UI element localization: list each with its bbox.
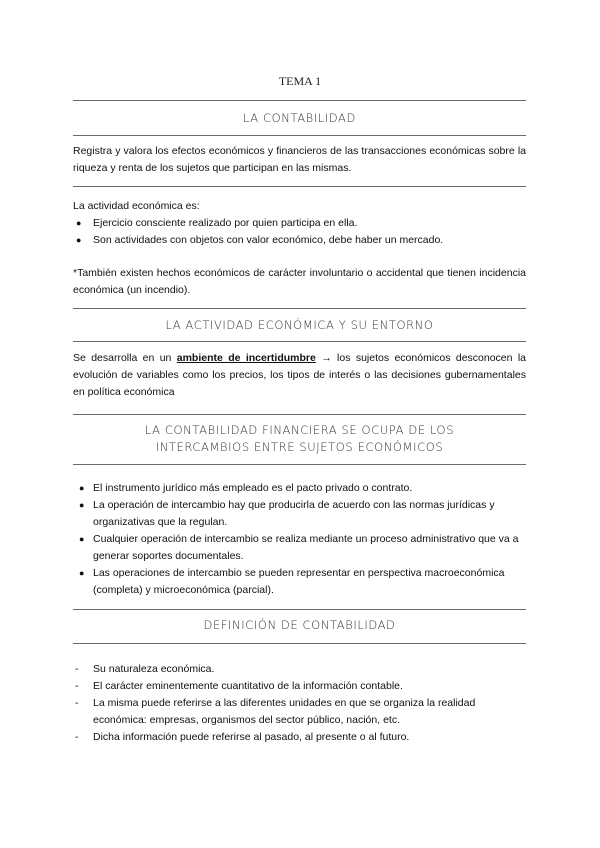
section-heading-contabilidad-financiera: LA CONTABILIDAD FINANCIERA SE OCUPA DE LOS INTERCAMBIOS ENTRE SUJETOS ECONÓMICOS bbox=[144, 423, 455, 454]
section-heading-contabilidad: LA CONTABILIDAD bbox=[243, 111, 356, 125]
bullet-icon: ● bbox=[76, 218, 82, 228]
note-paragraph: *También existen hechos económicos de carácter involuntario o accidental que tienen incidencia económica (un incendio). bbox=[73, 267, 526, 296]
list-intro: La actividad económica es: bbox=[73, 200, 200, 212]
divider bbox=[73, 341, 526, 342]
bullet-icon: ● bbox=[76, 235, 82, 245]
list-item: ● Las operaciones de intercambio se pueden representar en perspectiva macroeconómica (completa) y microeconómica (parcial). bbox=[79, 567, 505, 596]
definition-paragraph: Registra y valora los efectos económicos y financieros de las transacciones económicas sobre la riqueza y renta de los sujetos que participan en las mismas. bbox=[73, 145, 526, 174]
list-item: ● Ejercicio consciente realizado por quien participa en ella. bbox=[73, 215, 526, 232]
divider bbox=[73, 609, 526, 610]
list-item: ● La operación de intercambio hay que producirla de acuerdo con las normas jurídicas y organizativas que la regulan. bbox=[79, 499, 495, 528]
activity-bullet-list bbox=[73, 215, 526, 249]
list-item: - El carácter eminentemente cuantitativo de la información contable. bbox=[73, 678, 526, 695]
section-heading-definicion: DEFINICIÓN DE CONTABILIDAD bbox=[203, 618, 396, 632]
section-heading-actividad-economica: LA ACTIVIDAD ECONÓMICA Y SU ENTORNO bbox=[165, 318, 434, 332]
divider bbox=[73, 464, 526, 465]
list-item: - Su naturaleza económica. bbox=[73, 661, 526, 678]
dash-icon: - bbox=[75, 731, 79, 743]
divider bbox=[73, 186, 526, 187]
list-item: ● Cualquier operación de intercambio se realiza mediante un proceso administrativo que va a generar soportes documentales. bbox=[79, 533, 519, 562]
incertidumbre-paragraph: Se desarrolla en un ambiente de incertidumbre → los sujetos económicos desconocen la evolución de variables como los precios, los tipos de interés o las decisiones gubernamentales en política económica bbox=[73, 352, 527, 398]
dash-icon: - bbox=[75, 680, 79, 692]
page-title: TEMA 1 bbox=[278, 74, 322, 88]
dash-icon: - bbox=[75, 663, 79, 675]
divider bbox=[73, 135, 526, 136]
bullet-icon: ● bbox=[79, 534, 85, 544]
bullet-icon: ● bbox=[79, 568, 85, 578]
dash-icon: - bbox=[75, 697, 79, 709]
divider bbox=[73, 308, 526, 309]
list-item: ● El instrumento jurídico más empleado es el pacto privado o contrato. bbox=[73, 480, 526, 497]
bullet-icon: ● bbox=[79, 500, 85, 510]
arrow-icon: → bbox=[321, 352, 332, 364]
intercambios-bullet-list bbox=[73, 480, 526, 599]
emphasis-term: ambiente de incertidumbre bbox=[176, 352, 316, 364]
list-item: - Dicha información puede referirse al pasado, al presente o al futuro. bbox=[73, 729, 526, 746]
list-item: ● Son actividades con objetos con valor económico, debe haber un mercado. bbox=[73, 232, 526, 249]
definicion-dash-list bbox=[73, 661, 526, 746]
divider bbox=[73, 414, 526, 415]
divider bbox=[73, 643, 526, 644]
divider bbox=[73, 100, 526, 101]
list-item: - La misma puede referirse a las diferentes unidades en que se organiza la realidad económica: empresas, organismos del sector público, nación, etc. bbox=[75, 697, 476, 726]
bullet-icon: ● bbox=[79, 483, 85, 493]
